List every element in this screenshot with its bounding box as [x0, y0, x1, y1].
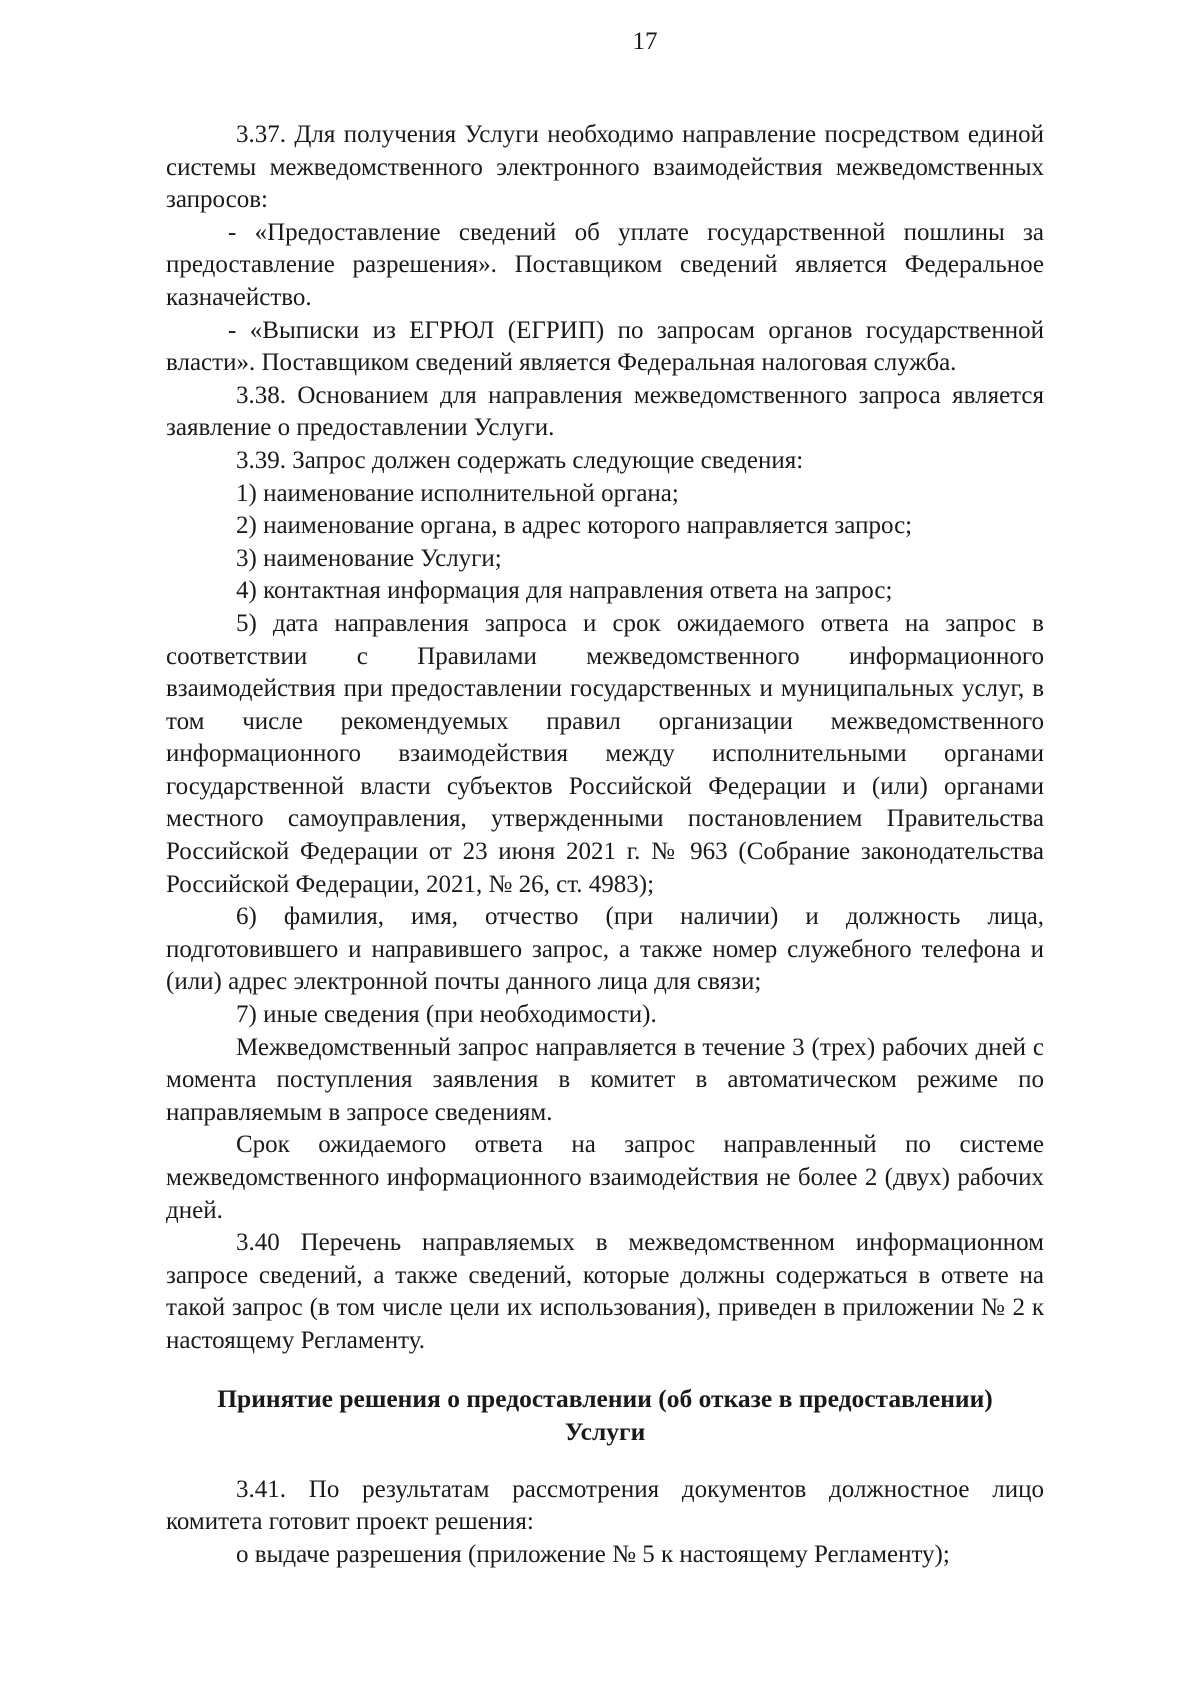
paragraph-3-39: 3.39. Запрос должен содержать следующие сведения:	[236, 446, 804, 474]
list-item-5: 5) дата направления запроса и срок ожидаемого ответа на запрос в соответствии с Правилами межведомственного информационного взаимодействия при предоставлении государственных и муниципальных услуг, в том числе рекомендуемых правил организации межведомственного информационного взаимодействия между исполнительными органами государственной власти субъектов Российской Федерации и (или) органами местного самоуправления, утвержденными постановлением Правительства Российской Федерации от 23 июня 2021 г. № 963 (Собрание законодательства Российской Федерации, 2021, № 26, ст. 4983);	[166, 609, 1044, 898]
paragraph-response-deadline: Срок ожидаемого ответа на запрос направленный по системе межведомственного информационного взаимодействия не более 2 (двух) рабочих дней.	[166, 1131, 1044, 1224]
list-item-6: 6) фамилия, имя, отчество (при наличии) и должность лица, подготовившего и направившего запрос, а также номер служебного телефона и (или) адрес электронной почты данного лица для связи;	[166, 903, 1044, 996]
paragraph-3-37: 3.37. Для получения Услуги необходимо направление посредством единой системы межведомственного электронного взаимодействия межведомственных запросов:	[166, 121, 1044, 214]
section-heading-line-2: Услуги	[564, 1416, 646, 1446]
paragraph-permit-issuance: о выдаче разрешения (приложение № 5 к настоящему Регламенту);	[236, 1540, 950, 1568]
list-item-1: 1) наименование исполнительной органа;	[236, 479, 679, 507]
page-number: 17	[632, 28, 658, 55]
paragraph-egrul-request: - «Выписки из ЕГРЮЛ (ЕГРИП) по запросам органов государственной власти». Поставщиком сведений является Федеральная налоговая служба.	[166, 316, 1044, 377]
list-item-3: 3) наименование Услуги;	[236, 544, 502, 572]
paragraph-3-40: 3.40 Перечень направляемых в межведомственном информационном запросе сведений, а также сведений, которые должны содержаться в ответе на такой запрос (в том числе цели их использования), приведен в приложении № 2 к настоящему Регламенту.	[166, 1229, 1044, 1354]
list-item-4: 4) контактная информация для направления ответа на запрос;	[236, 577, 893, 605]
paragraph-3-38: 3.38. Основанием для направления межведомственного запроса является заявление о предоставлении Услуги.	[166, 381, 1044, 442]
document-body	[166, 119, 1044, 1571]
list-item-2: 2) наименование органа, в адрес которого направляется запрос;	[236, 512, 913, 540]
paragraph-3-41: 3.41. По результатам рассмотрения документов должностное лицо комитета готовит проект решения:	[166, 1475, 1044, 1536]
section-heading	[166, 1382, 1044, 1448]
section-heading-line-1: Принятие решения о предоставлении (об отказе в предоставлении)	[217, 1383, 993, 1413]
paragraph-fee-request: - «Предоставление сведений об уплате государственной пошлины за предоставление разрешения». Поставщиком сведений является Федеральное казначейство.	[166, 218, 1044, 311]
list-item-7: 7) иные сведения (при необходимости).	[236, 1001, 657, 1029]
paragraph-request-deadline: Межведомственный запрос направляется в течение 3 (трех) рабочих дней с момента поступления заявления в комитет в автоматическом режиме по направляемым в запросе сведениям.	[166, 1033, 1044, 1126]
